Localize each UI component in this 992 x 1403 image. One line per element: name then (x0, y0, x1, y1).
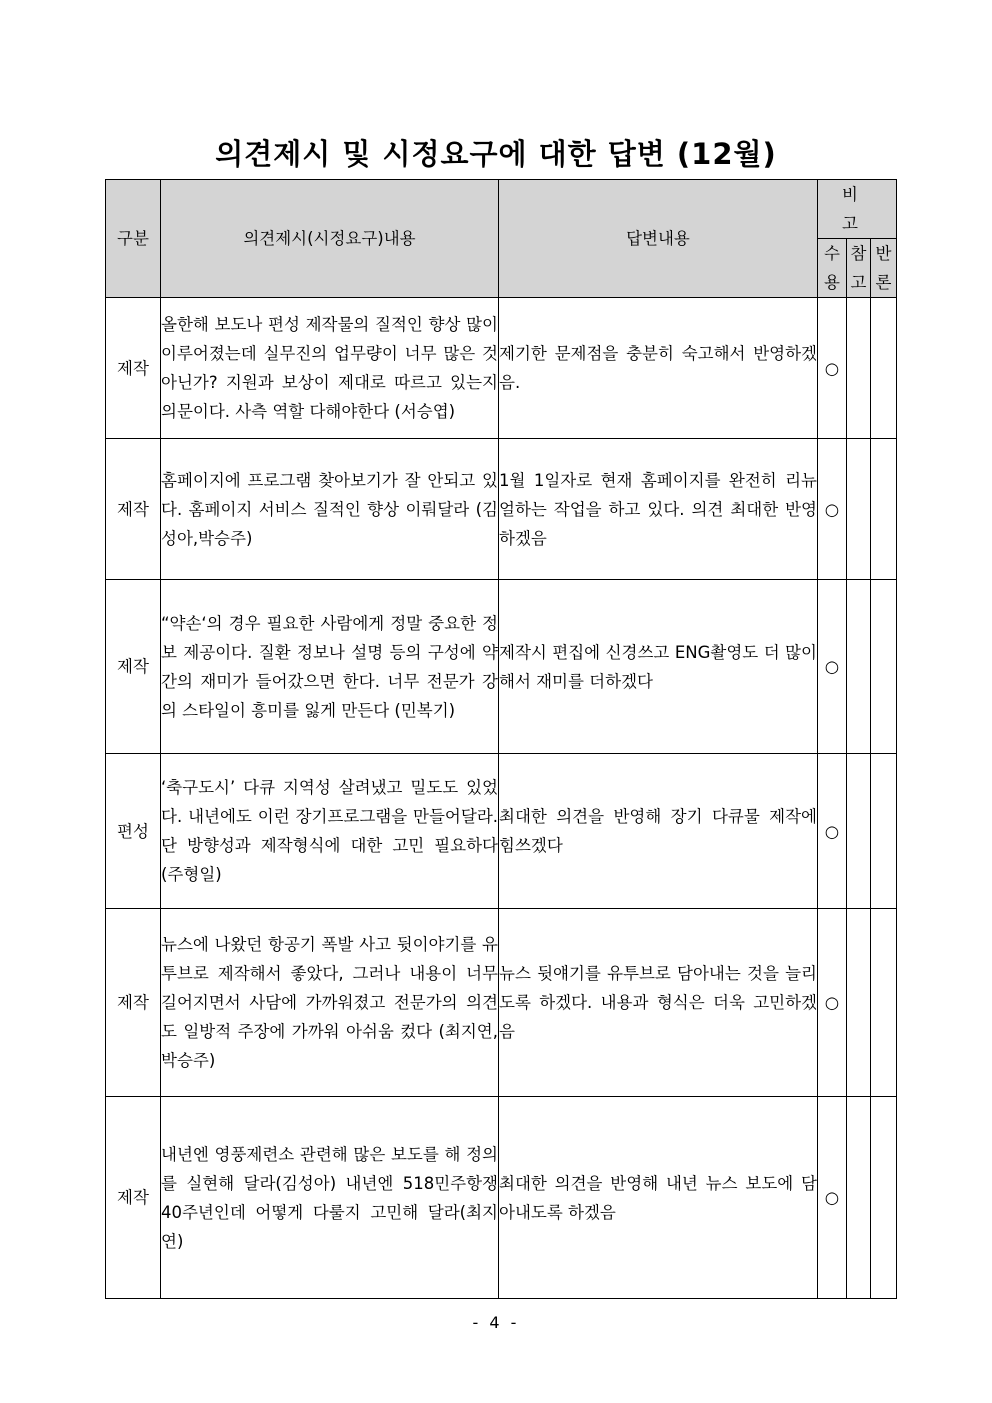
row-answer: 제기한 문제점을 충분히 숙고해서 반영하겠음. (499, 298, 818, 439)
accept-mark: ○ (818, 298, 847, 439)
table-row (106, 1097, 897, 1299)
header-answer: 답변내용 (499, 180, 818, 298)
row-category: 제작 (106, 909, 161, 1097)
accept-mark: ○ (818, 909, 847, 1097)
row-category: 제작 (106, 580, 161, 754)
table-row (106, 909, 897, 1097)
reference-mark (847, 439, 871, 580)
row-opinion: 올한해 보도나 편성 제작물의 질적인 향상 많이 이루어졌는데 실무진의 업무량이 너무 많은 것 아닌가? 지원과 보상이 제대로 따르고 있는지 의문이다. 사측 역할 다해야한다 (서승엽) (161, 298, 499, 439)
header-category: 구분 (106, 180, 161, 298)
rebuttal-mark (871, 909, 897, 1097)
accept-mark: ○ (818, 580, 847, 754)
row-answer: 1월 1일자로 현재 홈페이지를 완전히 리뉴얼하는 작업을 하고 있다. 의견 최대한 반영하겠음 (499, 439, 818, 580)
reference-mark (847, 580, 871, 754)
row-answer: 뉴스 뒷얘기를 유투브로 담아내는 것을 늘리도록 하겠다. 내용과 형식은 더욱 고민하겠음 (499, 909, 818, 1097)
header-rebuttal: 반론 (871, 239, 897, 298)
accept-mark: ○ (818, 1097, 847, 1299)
accept-mark: ○ (818, 754, 847, 909)
row-category: 제작 (106, 1097, 161, 1299)
row-opinion: 내년엔 영풍제련소 관련해 많은 보도를 해 정의를 실현해 달라(김성아) 내년엔 518민주항쟁 40주년인데 어떻게 다룰지 고민해 달라(최지연) (161, 1097, 499, 1299)
rebuttal-mark (871, 439, 897, 580)
row-category: 제작 (106, 439, 161, 580)
reference-mark (847, 298, 871, 439)
rebuttal-mark (871, 580, 897, 754)
table-row (106, 580, 897, 754)
table-row (106, 754, 897, 909)
row-answer: 최대한 의견을 반영해 장기 다큐물 제작에 힘쓰겠다 (499, 754, 818, 909)
table-row (106, 298, 897, 439)
opinion-response-table (105, 179, 897, 1299)
rebuttal-mark (871, 298, 897, 439)
accept-mark: ○ (818, 439, 847, 580)
row-opinion: ‘축구도시’ 다큐 지역성 살려냈고 밀도도 있었다. 내년에도 이런 장기프로그램을 만들어달라. 단 방향성과 제작형식에 대한 고민 필요하다 (주형일) (161, 754, 499, 909)
row-opinion: 홈페이지에 프로그램 찾아보기가 잘 안되고 있다. 홈페이지 서비스 질적인 향상 이뤄달라 (김성아,박승주) (161, 439, 499, 580)
rebuttal-mark (871, 754, 897, 909)
header-accept: 수용 (818, 239, 847, 298)
row-opinion: 뉴스에 나왔던 항공기 폭발 사고 뒷이야기를 유투브로 제작해서 좋았다, 그러나 내용이 너무 길어지면서 사담에 가까워졌고 전문가의 의견도 일방적 주장에 가까워 아쉬움 컸다 (최지연, 박승주) (161, 909, 499, 1097)
reference-mark (847, 754, 871, 909)
reference-mark (847, 1097, 871, 1299)
header-reference: 참고 (847, 239, 871, 298)
row-answer: 최대한 의견을 반영해 내년 뉴스 보도에 담아내도록 하겠음 (499, 1097, 818, 1299)
rebuttal-mark (871, 1097, 897, 1299)
page-number: - 4 - (472, 1313, 520, 1332)
page-title: 의견제시 및 시정요구에 대한 답변 (12월) (215, 137, 777, 171)
header-opinion: 의견제시(시정요구)내용 (161, 180, 499, 298)
table-row (106, 439, 897, 580)
reference-mark (847, 909, 871, 1097)
row-answer: 제작시 편집에 신경쓰고 ENG촬영도 더 많이 해서 재미를 더하겠다 (499, 580, 818, 754)
row-opinion: “약손‘의 경우 필요한 사람에게 정말 중요한 정보 제공이다. 질환 정보나 설명 등의 구성에 약간의 재미가 들어갔으면 한다. 너무 전문가 강의 스타일이 흥미를 잃게 만든다 (민복기) (161, 580, 499, 754)
row-category: 제작 (106, 298, 161, 439)
row-category: 편성 (106, 754, 161, 909)
header-remarks: 비 고 (818, 180, 897, 239)
